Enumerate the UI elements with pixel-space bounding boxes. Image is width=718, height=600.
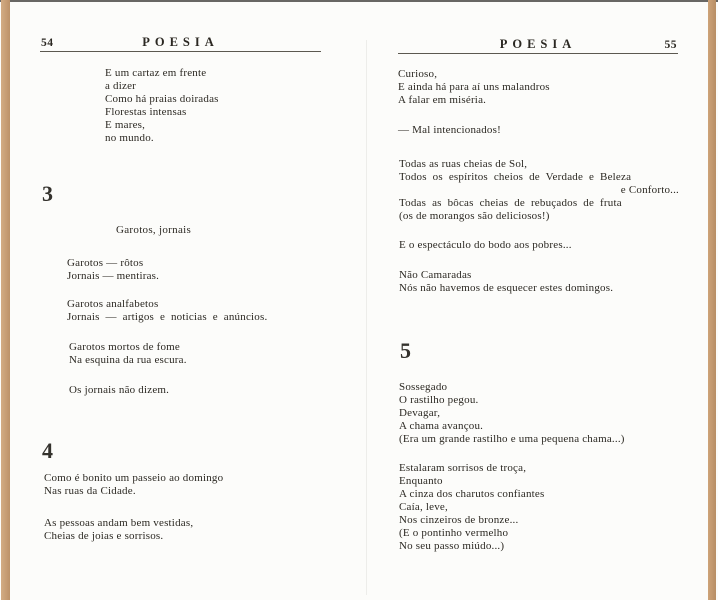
poem-line: Nas ruas da Cidade. xyxy=(44,485,136,497)
poem-line: Garotos — rôtos xyxy=(67,257,144,269)
stanza xyxy=(398,124,501,137)
stanza xyxy=(67,257,159,283)
poem-line: Florestas intensas xyxy=(105,106,187,118)
stanza xyxy=(69,384,169,397)
poem-line: Devagar, xyxy=(399,407,441,419)
section-number: 4 xyxy=(42,438,53,463)
poem-line: O rastilho pegou. xyxy=(399,394,479,406)
poem-line: no mundo. xyxy=(105,132,154,144)
poem-line: As pessoas andam bem vestidas, xyxy=(44,517,194,529)
stanza xyxy=(398,68,550,107)
section-number: 5 xyxy=(400,338,411,363)
page-number: 54 xyxy=(41,37,54,49)
poem-line: Todas as ruas cheias de Sol, xyxy=(399,158,528,170)
poem-line: Todos os espíritos cheios de Verdade e Beleza xyxy=(399,171,632,183)
poem-line: Não Camaradas xyxy=(399,269,472,281)
section-number: 3 xyxy=(42,181,53,206)
stanza xyxy=(44,472,223,498)
poem-line: Estalaram sorrisos de troça, xyxy=(399,462,527,474)
poem-line: Enquanto xyxy=(399,475,443,487)
stanza xyxy=(105,67,219,145)
stanza xyxy=(399,462,545,553)
poem-line: Jornais — mentiras. xyxy=(67,270,160,282)
running-title: POESIA xyxy=(499,37,577,51)
poem-line: (E o pontinho vermelho xyxy=(399,527,509,539)
poem-line: Os jornais não dizem. xyxy=(69,384,170,396)
stanza xyxy=(399,381,625,446)
poem-line: (os de morangos são deliciosos!) xyxy=(399,210,550,222)
page-edge-right xyxy=(708,0,716,600)
poem-line: Garotos analfabetos xyxy=(67,298,159,310)
stanza xyxy=(44,517,193,543)
poem-line: Caía, leve, xyxy=(399,501,448,513)
poem-line: Todas as bôcas cheias de rebuçados de fruta xyxy=(399,197,622,209)
stanza xyxy=(69,341,187,367)
poem-line: (Era um grande rastilho e uma pequena chama...) xyxy=(399,433,625,445)
poem-line: Nós não havemos de esquecer estes domingos. xyxy=(399,282,614,294)
page-edge-left xyxy=(1,0,10,600)
poem-line: Como há praias doiradas xyxy=(105,93,219,105)
poem-line: No seu passo miúdo...) xyxy=(399,540,505,552)
stanza xyxy=(399,239,572,252)
poem-line: — Mal intencionados! xyxy=(398,124,501,136)
gutter-shadow xyxy=(366,40,367,595)
poem-line: E o espectáculo do bodo aos pobres... xyxy=(399,239,572,251)
top-edge-line xyxy=(0,0,718,2)
poem-line: a dizer xyxy=(105,80,137,92)
poem-line: E mares, xyxy=(105,119,146,131)
running-title: POESIA xyxy=(142,35,219,49)
poem-line: Curioso, xyxy=(398,68,438,80)
poem-line: A cinza dos charutos confiantes xyxy=(399,488,545,500)
poem-line: E ainda há para aí uns malandros xyxy=(398,81,550,93)
page-header xyxy=(40,34,321,52)
poem-subtitle: Garotos, jornais xyxy=(116,224,192,236)
poem-line: A chama avançou. xyxy=(399,420,484,432)
page-number: 55 xyxy=(664,39,677,51)
poem-line: Sossegado xyxy=(399,381,448,393)
poem-line: Jornais — artigos e noticias e anúncios. xyxy=(67,311,268,323)
poem-line: Como é bonito um passeio ao domingo xyxy=(44,472,224,484)
poem-line: Garotos mortos de fome xyxy=(69,341,181,353)
poem-line: Cheias de joias e sorrisos. xyxy=(44,530,164,542)
poem-line: e Conforto... xyxy=(620,184,679,196)
poem-line: Na esquina da rua escura. xyxy=(69,354,187,366)
poem-line: Nos cinzeiros de bronze... xyxy=(399,514,519,526)
page-header xyxy=(398,36,678,54)
stanza xyxy=(67,298,267,324)
stanza xyxy=(399,158,679,223)
stanza xyxy=(399,269,613,295)
poem-line: E um cartaz em frente xyxy=(105,67,207,79)
poem-line: A falar em miséria. xyxy=(398,94,487,106)
